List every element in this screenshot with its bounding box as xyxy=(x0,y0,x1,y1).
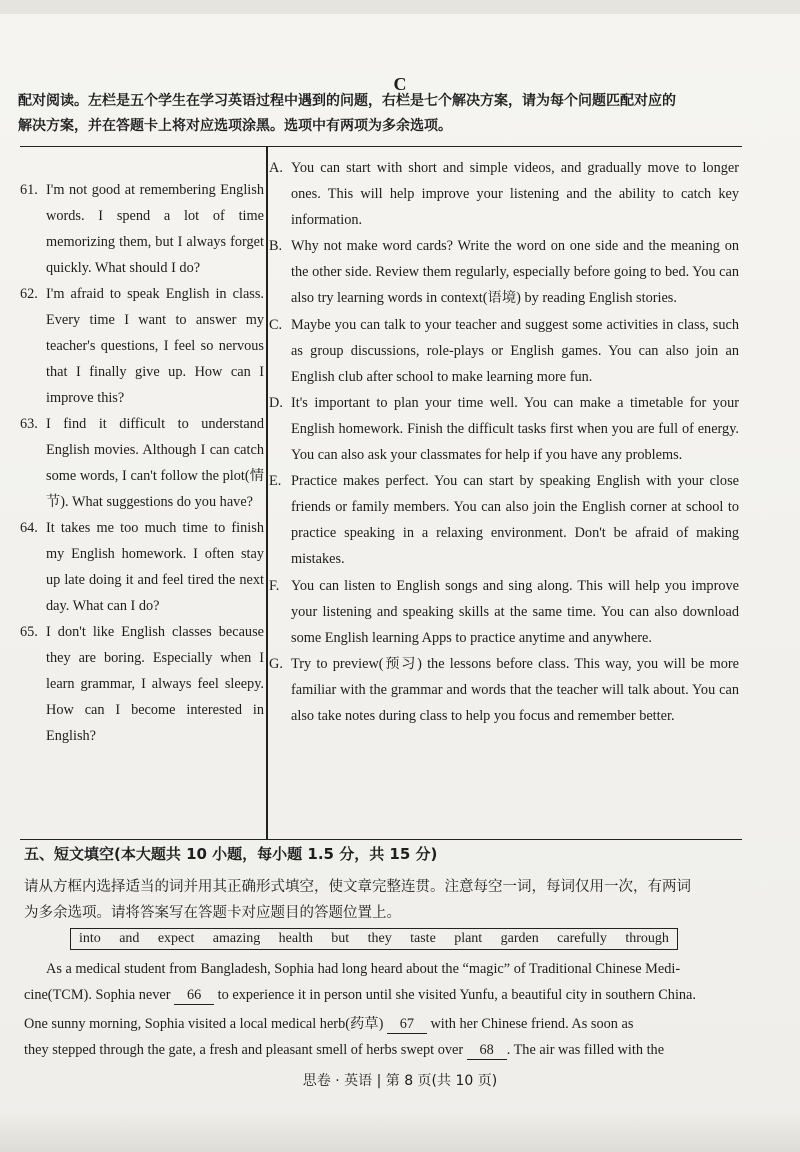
section-5-title: 五、短文填空(本大题共 10 小题，每小题 1.5 分，共 15 分) xyxy=(24,845,438,863)
solution-text: You can start with short and simple videos, and gradually move to longer ones. This will help improve your listening and the ability to catch key information. xyxy=(291,160,739,229)
solution-item xyxy=(269,573,739,651)
passage-line: As a medical student from Bangladesh, Sophia had long heard about the “magic” of Traditional Chinese Medi- xyxy=(46,961,681,977)
problem-number: 62. xyxy=(20,286,38,302)
section-letter: C xyxy=(393,74,407,94)
solution-letter: G. xyxy=(269,655,283,672)
scan-edge xyxy=(0,0,800,14)
word-bank-item: through xyxy=(625,931,669,946)
section-5-instruction-1: 请从方框内选择适当的词并用其正确形式填空，使文章完整连贯。注意每空一词，每词仅用一次，有两词 xyxy=(24,879,691,895)
solution-letter: B. xyxy=(269,238,283,255)
passage-text: One sunny morning, Sophia visited a local medical herb(药草) xyxy=(24,1016,384,1032)
passage-text: with her Chinese friend. As soon as xyxy=(430,1016,634,1032)
word-bank-item: taste xyxy=(410,931,436,946)
solution-item xyxy=(269,233,739,311)
passage-text: they stepped through the gate, a fresh and pleasant smell of herbs swept over xyxy=(24,1042,464,1058)
word-bank-item: health xyxy=(278,931,313,946)
passage-text: cine(TCM). Sophia never xyxy=(24,987,171,1003)
problem-text: I find it difficult to understand English movies. Although I can catch some words, I can't follow the plot(情节). What suggestions do you have? xyxy=(46,416,264,510)
column-divider xyxy=(266,147,268,839)
passage-line xyxy=(24,982,744,1008)
solution-item xyxy=(269,390,739,468)
problems-column xyxy=(20,177,264,749)
solution-letter: E. xyxy=(269,473,282,490)
scan-shadow xyxy=(0,1110,800,1152)
problem-text: I'm afraid to speak English in class. Every time I want to answer my teacher's questions, I feel so nervous that I finally give up. How can I improve this? xyxy=(46,286,264,406)
word-bank-item: into xyxy=(79,931,101,946)
problem-item xyxy=(20,177,264,281)
solutions-column xyxy=(269,155,739,729)
problem-text: I'm not good at remembering English words. I spend a lot of time memorizing them, but I always forget quickly. What should I do? xyxy=(46,182,264,276)
passage-text: . The air was filled with the xyxy=(506,1042,665,1058)
blank-67[interactable]: 67 xyxy=(387,1015,427,1034)
problem-item xyxy=(20,281,264,411)
solution-text: Why not make word cards? Write the word on one side and the meaning on the other side. Review them regularly, especially before going to bed. You can also try learning words in context(语境) by reading English stories. xyxy=(291,238,739,307)
instruction-line-1: 配对阅读。左栏是五个学生在学习英语过程中遇到的问题，右栏是七个解决方案，请为每个问题匹配对应的 xyxy=(18,93,676,109)
passage-text: to experience it in person until she visited Yunfu, a beautiful city in southern China. xyxy=(217,987,696,1003)
solution-item xyxy=(269,312,739,390)
problem-item xyxy=(20,515,264,619)
problem-number: 65. xyxy=(20,624,38,640)
problem-text: I don't like English classes because they are boring. Especially when I learn grammar, I always feel sleepy. How can I become interested in English? xyxy=(46,624,264,744)
problem-text: It takes me too much time to finish my English homework. I often stay up late doing it and feel tired the next day. What can I do? xyxy=(46,520,264,614)
solution-letter: F. xyxy=(269,577,280,594)
blank-68[interactable]: 68 xyxy=(467,1041,507,1060)
solution-item xyxy=(269,651,739,729)
solution-text: It's important to plan your time well. You can make a timetable for your English homework. Finish the difficult tasks first when you are full of energy. You can also ask your classmates for help if you have any problems. xyxy=(291,394,739,464)
solution-item xyxy=(269,468,739,572)
solution-letter: D. xyxy=(269,394,283,411)
word-bank-item: and xyxy=(119,931,140,946)
word-bank-item: garden xyxy=(500,931,539,946)
section-5-instruction-2: 为多余选项。请将答案写在答题卡对应题目的答题位置上。 xyxy=(24,905,401,921)
blank-66[interactable]: 66 xyxy=(174,986,214,1005)
problem-number: 63. xyxy=(20,416,38,432)
solution-letter: C. xyxy=(269,316,283,333)
word-bank-item: plant xyxy=(454,931,483,946)
page-footer: 思卷 · 英语 | 第 8 页(共 10 页) xyxy=(302,1073,498,1089)
solution-item xyxy=(269,155,739,233)
solution-text: You can listen to English songs and sing along. This will help you improve your listening and speaking skills at the same time. You can also download some English learning Apps to practice anytime and anywhere. xyxy=(291,577,739,646)
passage-line xyxy=(24,1011,744,1037)
problem-item xyxy=(20,619,264,749)
problem-item xyxy=(20,411,264,515)
matching-table xyxy=(20,146,742,840)
solution-letter: A. xyxy=(269,160,283,176)
word-bank xyxy=(70,928,678,950)
word-bank-item: they xyxy=(367,931,392,946)
word-bank-item: carefully xyxy=(557,931,607,946)
instruction-line-2: 解决方案，并在答题卡上将对应选项涂黑。选项中有两项为多余选项。 xyxy=(18,118,452,134)
solution-text: Maybe you can talk to your teacher and suggest some activities in class, such as group discussions, role-plays or English games. You can also join an English club after school to make learning more fun. xyxy=(291,316,739,385)
solution-text: Try to preview(预习) the lessons before class. This way, you will be more familiar with the grammar and words that the teacher will talk about. You can also take notes during class to help you focus and remember better. xyxy=(291,655,739,724)
problem-number: 64. xyxy=(20,520,38,536)
solution-text: Practice makes perfect. You can start by speaking English with your close friends or family members. You can also join the English corner at school to practice speaking in a relaxing environment. Don't be afraid of making mistakes. xyxy=(291,473,739,568)
word-bank-item: expect xyxy=(157,931,195,946)
word-bank-item: amazing xyxy=(212,931,261,946)
passage-line xyxy=(24,1037,744,1063)
problem-number: 61. xyxy=(20,182,38,198)
word-bank-item: but xyxy=(331,931,350,946)
